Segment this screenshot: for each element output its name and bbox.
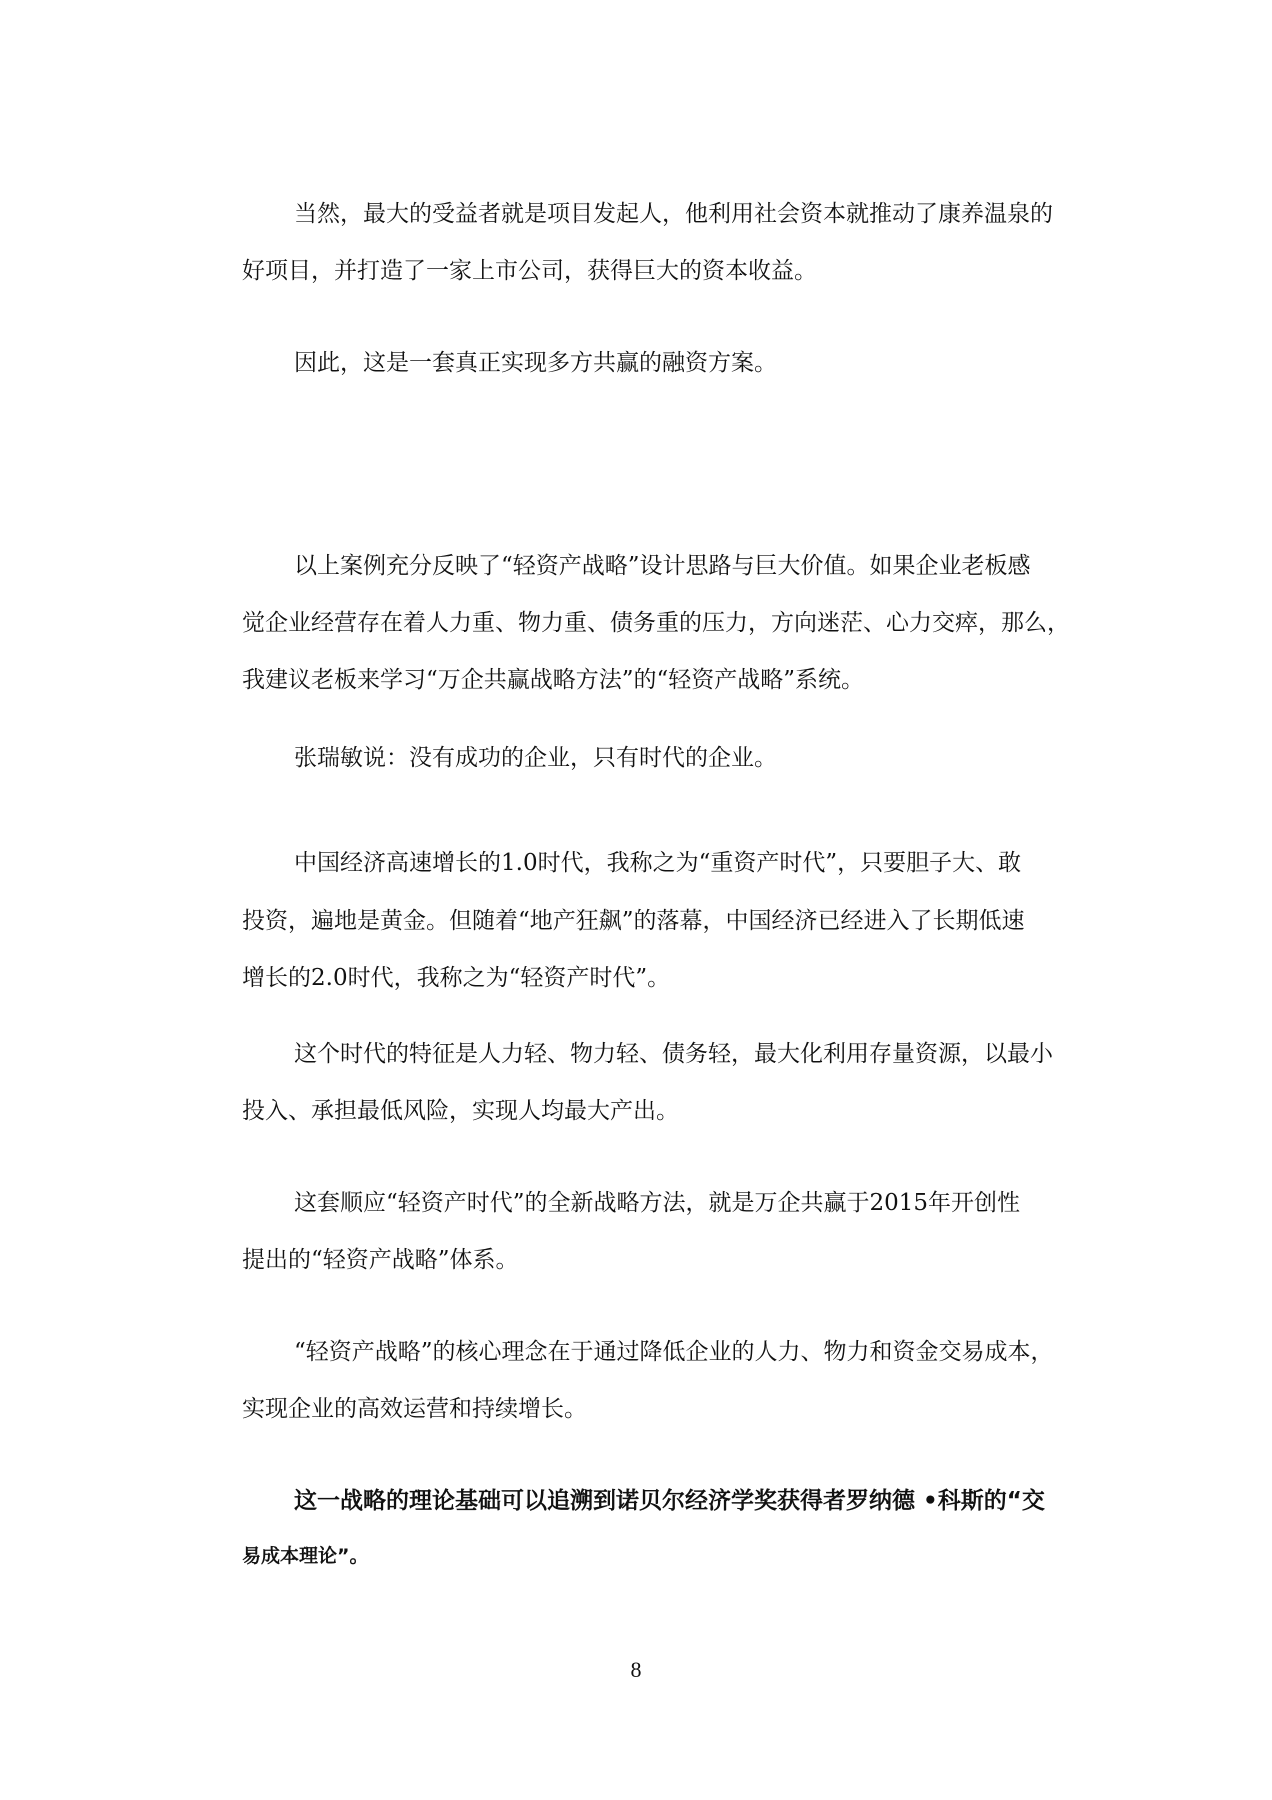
paragraph-5-line-3: 增长的2.0时代，我称之为“轻资产时代”。 [242, 965, 671, 991]
paragraph-8-line-2: 实现企业的高效运营和持续增长。 [242, 1396, 587, 1422]
paragraph-5-line-2: 投资，遍地是黄金。但随着“地产狂飙”的落幕，中国经济已经进入了长期低速 [242, 908, 1025, 934]
paragraph-7-line-2: 提出的“轻资产战略”体系。 [242, 1247, 519, 1273]
paragraph-8-line-1: “轻资产战略”的核心理念在于通过降低企业的人力、物力和资金交易成本， [294, 1339, 1054, 1365]
paragraph-9-line-2: 易成本理论”。 [242, 1545, 369, 1567]
paragraph-5-line-1: 中国经济高速增长的1.0时代，我称之为“重资产时代”，只要胆子大、敢 [294, 850, 1022, 876]
paragraph-1-line-2: 好项目，并打造了一家上市公司，获得巨大的资本收益。 [242, 258, 817, 284]
paragraph-6-line-2: 投入、承担最低风险，实现人均最大产出。 [242, 1098, 679, 1124]
paragraph-6-line-1: 这个时代的特征是人力轻、物力轻、债务轻，最大化利用存量资源，以最小 [294, 1041, 1053, 1067]
paragraph-4-line-1: 张瑞敏说：没有成功的企业，只有时代的企业。 [294, 745, 777, 771]
paragraph-7-line-1: 这套顺应“轻资产时代”的全新战略方法，就是万企共赢于2015年开创性 [294, 1190, 1021, 1216]
paragraph-3-line-3: 我建议老板来学习“万企共赢战略方法”的“轻资产战略”系统。 [242, 667, 865, 693]
paragraph-3-line-2: 觉企业经营存在着人力重、物力重、债务重的压力，方向迷茫、心力交瘁，那么， [242, 610, 1070, 636]
paragraph-2-line-1: 因此，这是一套真正实现多方共赢的融资方案。 [294, 350, 777, 376]
paragraph-9-line-1: 这一战略的理论基础可以追溯到诺贝尔经济学奖获得者罗纳德 •科斯的“交 [294, 1488, 1045, 1514]
paragraph-1-line-1: 当然，最大的受益者就是项目发起人，他利用社会资本就推动了康养温泉的 [294, 201, 1053, 227]
paragraph-3-line-1: 以上案例充分反映了“轻资产战略”设计思路与巨大价值。如果企业老板感 [294, 553, 1031, 579]
page-number: 8 [630, 1657, 642, 1682]
